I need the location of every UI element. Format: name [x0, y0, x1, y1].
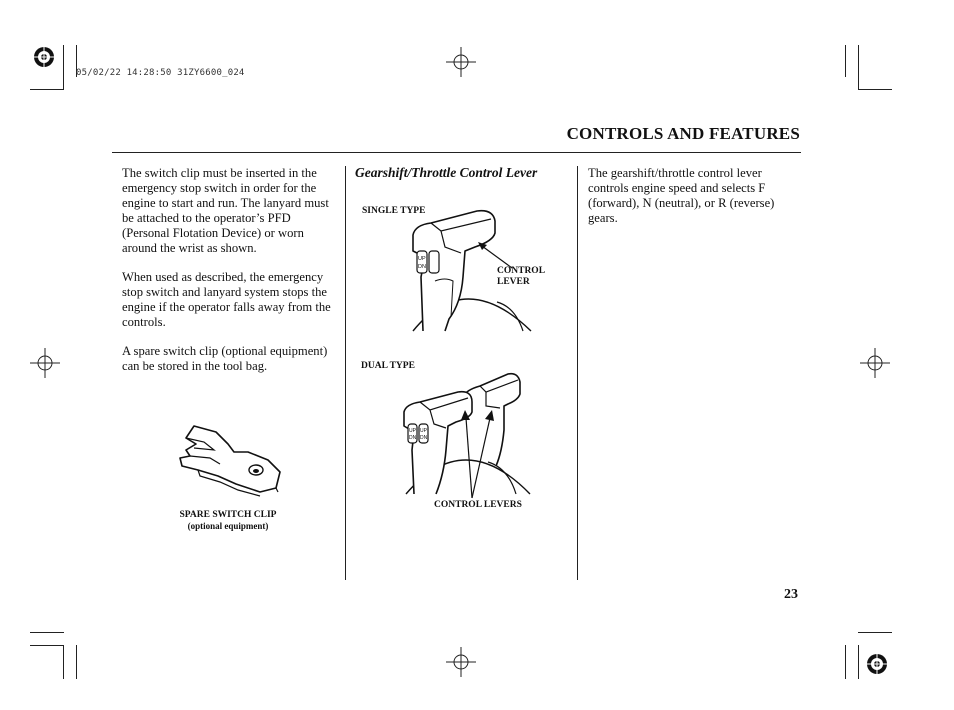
button-dn-label: DN — [420, 435, 428, 441]
column-divider-right — [577, 166, 578, 580]
title-rule — [112, 152, 801, 153]
dual-callout-label: CONTROL LEVERS — [434, 500, 522, 510]
spare-switch-clip-illustration — [176, 422, 286, 494]
paragraph: When used as described, the emergency stop switch and lanyard system stops the engine if the operator falls away from the controls. — [122, 270, 331, 329]
page-title: CONTROLS AND FEATURES — [566, 124, 800, 143]
column-divider-left — [345, 166, 346, 580]
page-number: 23 — [784, 587, 798, 602]
registration-target-top-left-icon — [32, 45, 56, 69]
dual-callout-arrows-icon — [458, 410, 498, 500]
left-column-text — [122, 166, 338, 388]
single-callout-label: CONTROL LEVER — [497, 266, 546, 287]
button-up-label: UP — [418, 256, 426, 262]
button-up-label: UP — [409, 428, 416, 434]
print-code: 05/02/22 14:28:50 31ZY6600_024 — [76, 68, 245, 78]
button-dn-label: DN — [409, 435, 417, 441]
right-column-text — [588, 166, 802, 240]
paragraph: The switch clip must be inserted in the emergency stop switch in order for the engine to start and run. The lanyard must be attached to the operator’s PFD (Personal Flotation Device) or worn around the wrist as shown. — [122, 166, 329, 255]
crosshair-left-icon — [30, 348, 60, 378]
registration-target-bottom-right-icon — [865, 652, 889, 676]
spare-clip-caption: SPARE SWITCH CLIP (optional equipment) — [179, 510, 277, 531]
paragraph: The gearshift/throttle control lever controls engine speed and selects F (forward), N (neutral), or R (reverse) gears. — [588, 166, 775, 225]
button-up-label: UP — [420, 428, 427, 434]
single-type-label: SINGLE TYPE — [362, 206, 426, 216]
crosshair-top-center-icon — [446, 47, 476, 77]
paragraph: A spare switch clip (optional equipment) can be stored in the tool bag. — [122, 344, 328, 373]
button-dn-label: DN — [418, 264, 426, 270]
dual-type-label: DUAL TYPE — [361, 361, 415, 371]
section-heading: Gearshift/Throttle Control Lever — [355, 165, 538, 180]
crosshair-bottom-center-icon — [446, 647, 476, 677]
crosshair-right-icon — [860, 348, 890, 378]
